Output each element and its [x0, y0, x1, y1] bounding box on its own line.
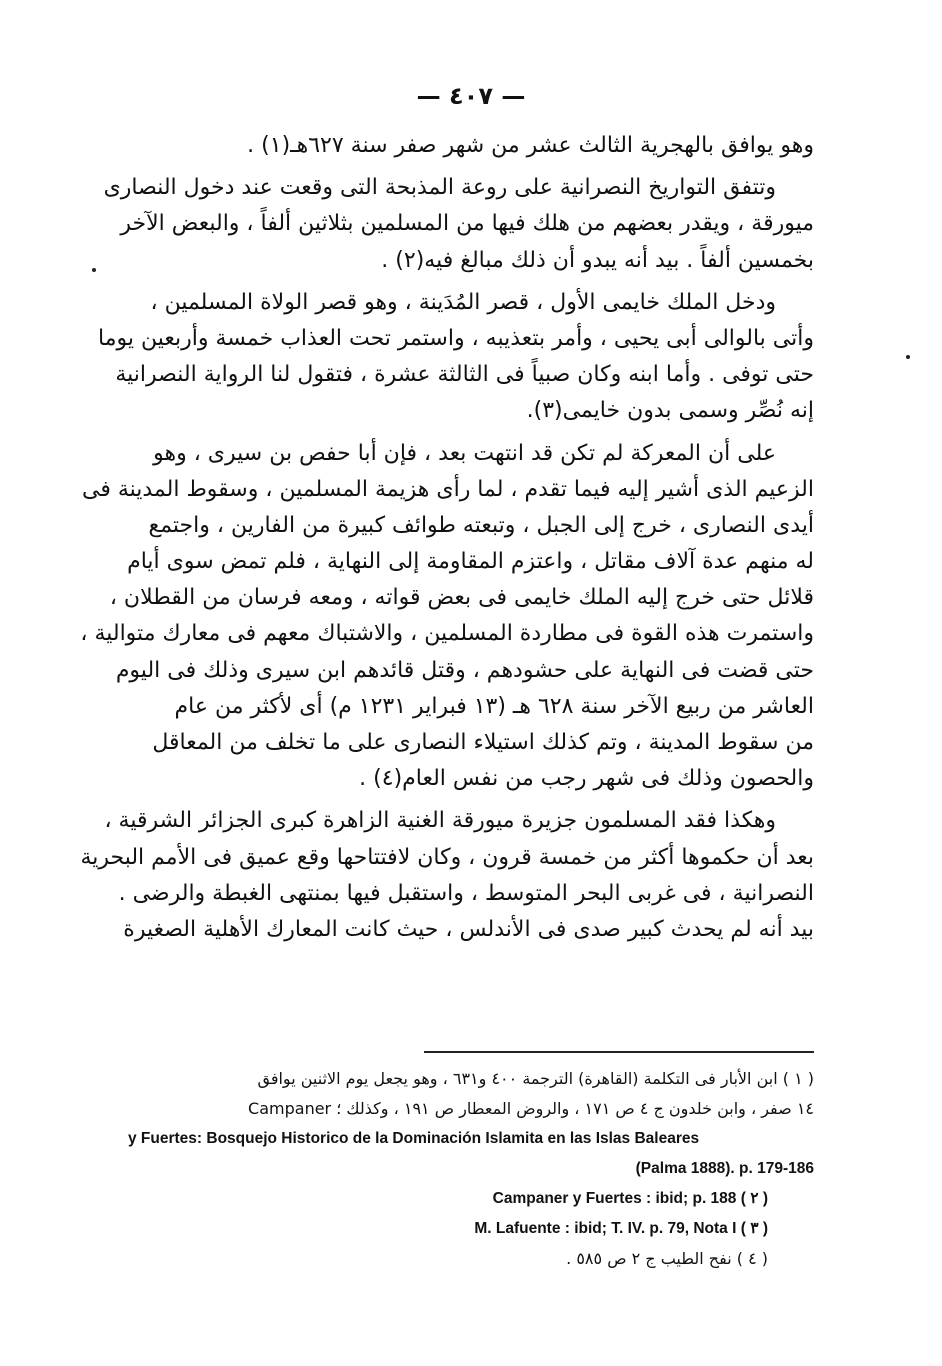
footnote-3: M. Lafuente : ibid; T. IV. p. 79, Nota I ( ٣ ) [474, 1220, 768, 1237]
text-line: وهو يوافق بالهجرية الثالث عشر من شهر صفر سنة ٦٢٧هـ(١) . [247, 133, 814, 158]
footnote-4: ( ٤ ) نفح الطيب ج ٢ ص ٥٨٥ . [566, 1249, 768, 1268]
footnote-1-line: (Palma 1888). p. 179-186 [635, 1160, 814, 1177]
text-line: النصرانية ، فى غربى البحر المتوسط ، واستقبل فيها بمنتهى الغبطة والرضى . [118, 880, 814, 906]
text-line: قلائل حتى خرج إليه الملك خايمى فى بعض قواته ، ومعه فرسان من القطلان ، [109, 585, 814, 611]
text-line: بعد أن حكموها أكثر من خمسة قرون ، وكان لافتتاحها وقع عميق فى الأمم البحرية [80, 844, 814, 870]
scan-speck [906, 355, 910, 359]
text-line: حتى توفى . وأما ابنه وكان صبياً فى الثالثة عشرة ، فتقول لنا الرواية النصرانية [115, 362, 814, 388]
text-line: على أن المعركة لم تكن قد انتهت بعد ، فإن أبا حفص بن سيرى ، وهو [153, 440, 776, 466]
text-line: بخمسين ألفاً . بيد أنه يبدو أن ذلك مبالغ فيه(٢) . [381, 247, 814, 273]
text-line: العاشر من ربيع الآخر سنة ٦٢٨ هـ (١٣ فبراير ١٢٣١ م) أى لأكثر من عام [174, 693, 814, 719]
text-line: وتتفق التواريخ النصرانية على روعة المذبحة التى وقعت عند دخول النصارى [103, 175, 776, 201]
footnote-2: Campaner y Fuertes : ibid; p. 188 ( ٢ ) [492, 1190, 768, 1207]
text-line: من سقوط المدينة ، وتم كذلك استيلاء النصارى على ما تخلف من المعاقل [152, 730, 814, 755]
footnote-1-line: ١٤ صفر ، وابن خلدون ج ٤ ص ١٧١ ، والروض المعطار ص ١٩١ ، وكذلك ؛ Campaner [248, 1099, 814, 1118]
text-line: حتى قضت فى النهاية على حشودهم ، وقتل قائدهم ابن سيرى وذلك فى اليوم [115, 657, 814, 683]
footnote-1-line: y Fuertes: Bosquejo Historico de la Dominación Islamita en las Islas Baleares [128, 1130, 700, 1147]
text-line: له منهم عدة آلاف مقاتل ، واعتزم المقاومة إلى النهاية ، فلم تمض سوى أيام [127, 549, 814, 575]
page-number: — ٤٠٧ — [416, 82, 526, 110]
footnotes [128, 1064, 814, 1274]
scan-speck [92, 268, 96, 272]
text-line: أيدى النصارى ، خرج إلى الجبل ، وتبعته طوائف كبيرة من الفارين ، واجتمع [148, 512, 814, 538]
text-line: وأتى بالوالى أبى يحيى ، وأمر بتعذيبه ، واستمر تحت العذاب خمسة وأربعين يوما [98, 325, 814, 351]
footnote-1-line: ( ١ ) ابن الأبار فى التكلمة (القاهرة) الترجمة ٤٠٠ و٦٣١ ، وهو يجعل يوم الاثنين يوافق [257, 1069, 814, 1088]
text-line: الزعيم الذى أشير إليه فيما تقدم ، لما رأى هزيمة المسلمين ، وسقوط المدينة فى [81, 476, 814, 502]
text-line: ميورقة ، ويقدر بعضهم من هلك فيها من المسلمين بثلاثين ألفاً ، والبعض الآخر [120, 211, 814, 237]
text-line: إنه نُصِّر وسمى بدون خايمى(٣). [526, 398, 814, 424]
text-line: واستمرت هذه القوة فى مطاردة المسلمين ، والاشتباك معهم فى معارك متوالية ، [80, 621, 814, 647]
footnote-divider [424, 1051, 814, 1053]
text-line: بيد أنه لم يحدث كبير صدى فى الأندلس ، حيث كانت المعارك الأهلية الصغيرة [123, 916, 814, 942]
text-line: وهكذا فقد المسلمون جزيرة ميورقة الغنية الزاهرة كبرى الجزائر الشرقية ، [104, 808, 776, 834]
text-line: والحصون وذلك فى شهر رجب من نفس العام(٤) . [359, 766, 814, 792]
main-text [80, 128, 814, 948]
text-line: ودخل الملك خايمى الأول ، قصر المُدَينة ، وهو قصر الولاة المسلمين ، [150, 289, 776, 315]
